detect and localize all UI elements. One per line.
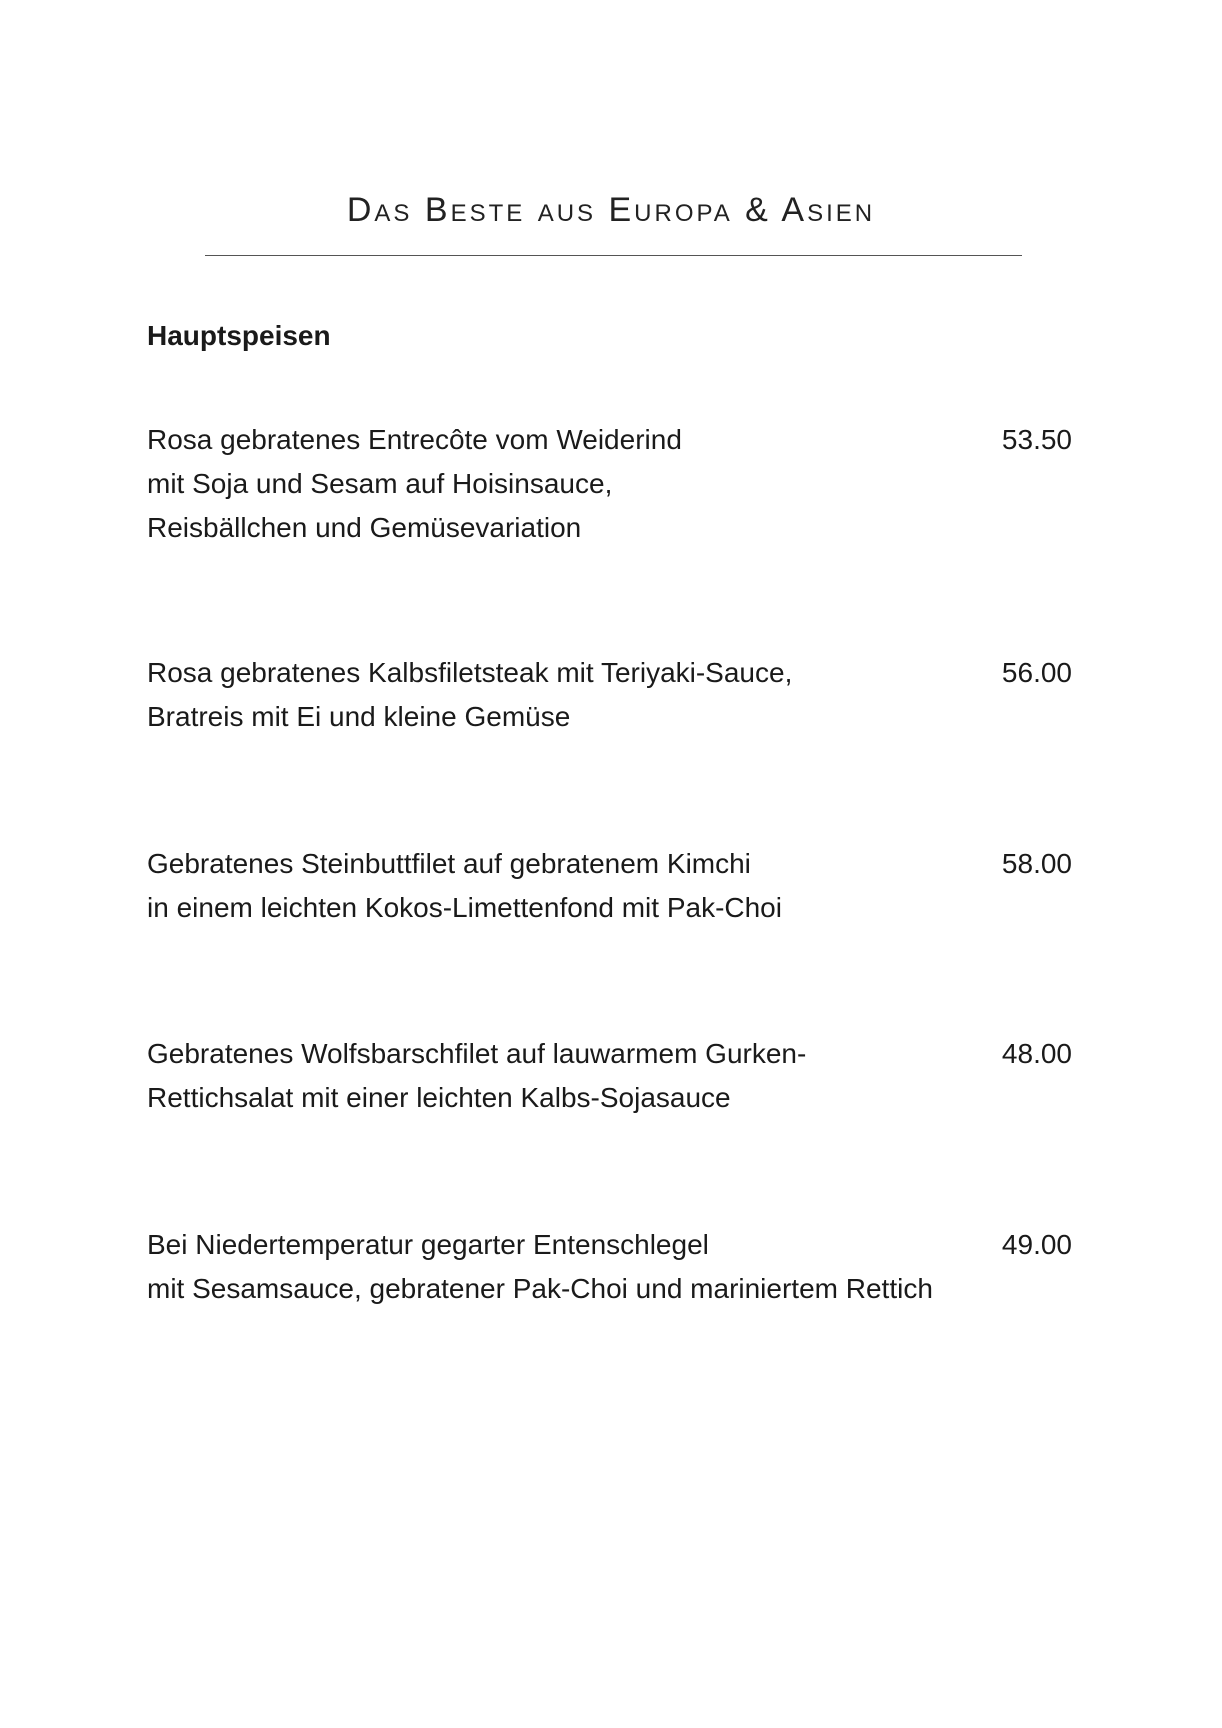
item-description-line: Bratreis mit Ei und kleine Gemüse <box>147 701 571 732</box>
item-description <box>147 418 997 550</box>
item-description-line: mit Sesamsauce, gebratener Pak-Choi und mariniertem Rettich <box>147 1273 933 1304</box>
item-description-line: Gebratenes Steinbuttfilet auf gebratenem Kimchi <box>147 848 751 879</box>
menu-item <box>147 1223 1072 1311</box>
item-description-line: Bei Niedertemperatur gegarter Entenschlegel <box>147 1229 709 1260</box>
title-divider <box>205 255 1022 256</box>
item-description-line: Gebratenes Wolfsbarschfilet auf lauwarmem Gurken- <box>147 1038 807 1069</box>
item-description <box>147 1032 997 1120</box>
item-description-line: Rosa gebratenes Kalbsfiletsteak mit Teriyaki-Sauce, <box>147 657 793 688</box>
item-description-line: Reisbällchen und Gemüsevariation <box>147 512 582 543</box>
item-price: 58.00 <box>1001 848 1072 879</box>
page-title: Das Beste aus Europa & Asien <box>346 191 876 229</box>
item-price: 53.50 <box>1001 424 1072 455</box>
item-description <box>147 842 997 930</box>
item-price: 48.00 <box>1001 1038 1072 1069</box>
item-description-line: in einem leichten Kokos-Limettenfond mit Pak-Choi <box>147 892 782 923</box>
item-description <box>147 1223 997 1311</box>
menu-item <box>147 842 1072 930</box>
item-price: 49.00 <box>1001 1229 1072 1260</box>
item-description-line: mit Soja und Sesam auf Hoisinsauce, <box>147 468 613 499</box>
item-description-line: Rettichsalat mit einer leichten Kalbs-Sojasauce <box>147 1082 731 1113</box>
item-description-line: Rosa gebratenes Entrecôte vom Weiderind <box>147 424 682 455</box>
section-heading: Hauptspeisen <box>147 320 331 351</box>
item-price: 56.00 <box>1001 657 1072 688</box>
menu-item <box>147 418 1072 550</box>
item-description <box>147 651 997 739</box>
menu-item <box>147 1032 1072 1120</box>
menu-item <box>147 651 1072 739</box>
